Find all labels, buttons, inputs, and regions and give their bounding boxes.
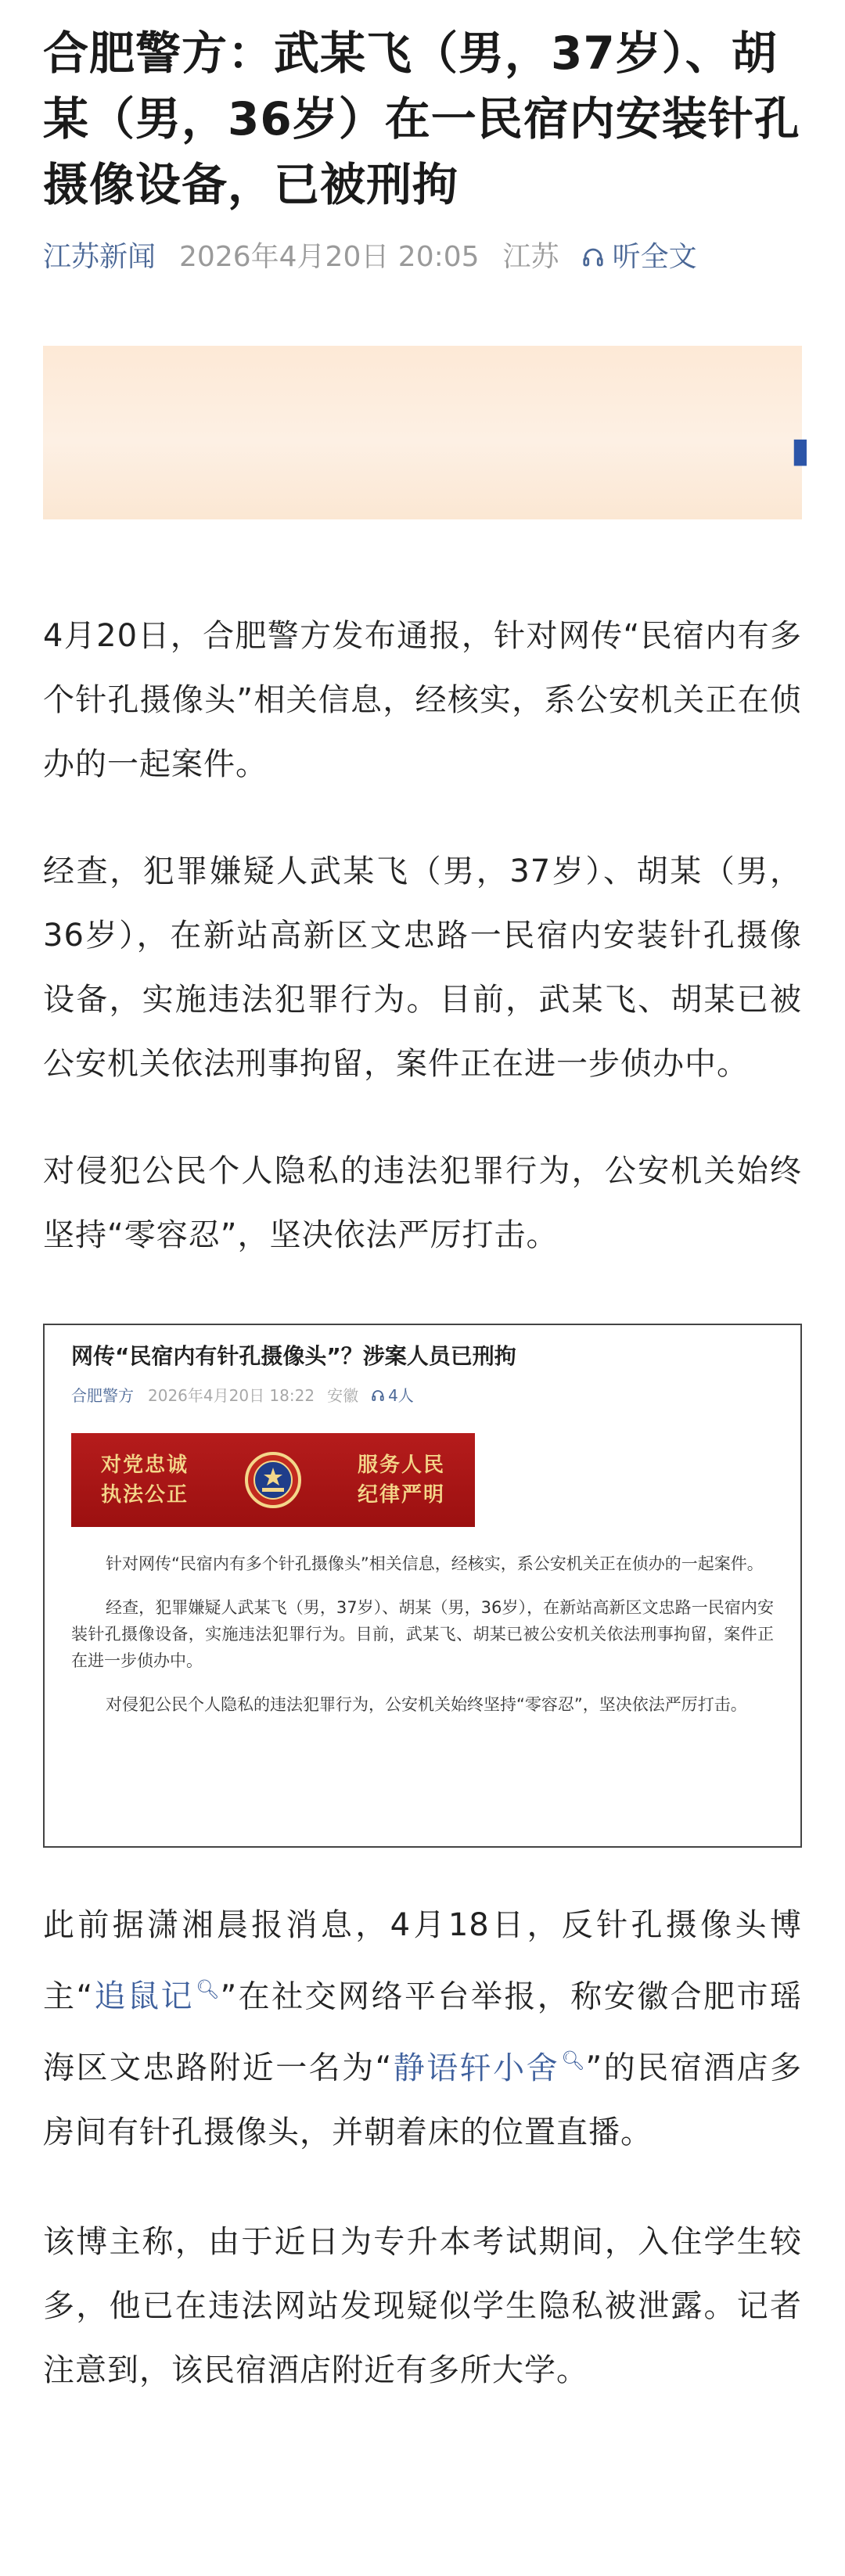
screenshot-paragraph-2: 经查，犯罪嫌疑人武某飞（男，37岁）、胡某（男，36岁），在新站高新区文忠路一民宿内安装针孔摄像设备，实施违法犯罪行为。目前，武某飞、胡某已被公安机关依法刑事拘留，案件正在进一步侦办中。 [71,1598,774,1670]
paragraph-3: 对侵犯公民个人隐私的违法犯罪行为，公安机关始终坚持“零容忍”，坚决依法严厉打击。 [43,1153,802,1253]
slogan-left [101,1450,189,1510]
paragraph-4-text-c: ”的民宿酒店多房间有针孔摄像头，并朝着床的位置直播。 [43,2050,802,2150]
homestay-search-link[interactable] [392,2050,585,2086]
paragraph-4-text-a: 此前据潇湘晨报消息，4月18日，反针孔摄像头博主“ [43,1907,802,2015]
screenshot-listeners [371,1385,414,1407]
paragraph-5: 该博主称，由于近日为专升本考试期间，入住学生较多，他已在违法网站发现疑似学生隐私被泄露。记者注意到，该民宿酒店附近有多所大学。 [43,2223,802,2388]
screenshot-region: 安徽 [327,1386,359,1405]
paragraph-4-text-b: ”在社交网络平台举报，称安徽合肥市瑶海区文忠路附近一名为“ [43,1978,802,2086]
screenshot-title: 网传“民宿内有针孔摄像头”？涉案人员已刑拘 [71,1343,516,1369]
search-icon: 🔍︎ [561,2050,586,2072]
screenshot-listeners-count: 4人 [388,1386,414,1405]
paragraph-4 [43,1893,802,2165]
paragraph-2: 经查，犯罪嫌疑人武某飞（男，37岁）、胡某（男，36岁），在新站高新区文忠路一民宿内安装针孔摄像设备，实施违法犯罪行为。目前，武某飞、胡某已被公安机关依法刑事拘留，案件正在进一步侦办中。 [43,853,802,1082]
listen-full-button[interactable] [581,238,697,277]
homestay-link-text: 静语轩小舍 [392,2050,560,2086]
article-region: 江苏 [502,241,559,273]
headphones-icon [581,246,605,269]
screenshot-source: 合肥警方 [71,1386,134,1405]
screenshot-paragraph-3: 对侵犯公民个人隐私的违法犯罪行为，公安机关始终坚持“零容忍”，坚决依法严厉打击。 [106,1695,747,1714]
search-icon: 🔍︎ [196,1978,221,2000]
blogger-search-link[interactable] [93,1978,220,2014]
article-meta [43,238,802,277]
banner-edge-mark: ▮ [790,430,810,470]
slogan-left-line-2: 执法公正 [101,1483,189,1507]
screenshot-datetime: 2026年4月20日 18:22 [148,1386,315,1405]
slogan-right-line-2: 纪律严明 [357,1483,445,1507]
slogan-right [358,1450,445,1510]
article-source-link[interactable]: 江苏新闻 [43,241,156,273]
police-slogan-banner [71,1433,475,1527]
paragraph-1: 4月20日，合肥警方发布通报，针对网传“民宿内有多个针孔摄像头”相关信息，经核实，系公安机关正在侦办的一起案件。 [43,618,802,782]
listen-full-label: 听全文 [612,241,697,273]
police-emblem-icon [243,1450,303,1510]
screenshot-meta [71,1385,774,1407]
slogan-right-line-1: 服务人民 [357,1453,445,1477]
slogan-left-line-1: 对党忠诚 [101,1453,189,1477]
article-datetime: 2026年4月20日 20:05 [179,241,480,273]
blogger-link-text: 追鼠记 [93,1978,195,2015]
headphones-icon [371,1389,385,1403]
ad-banner[interactable] [43,346,810,519]
screenshot-paragraph-1: 针对网传“民宿内有多个针孔摄像头”相关信息，经核实，系公安机关正在侦办的一起案件。 [106,1554,764,1573]
embedded-screenshot[interactable] [43,1324,802,1848]
article-headline: 合肥警方：武某飞（男，37岁）、胡某（男，36岁）在一民宿内安装针孔摄像设备，已被刑拘 [43,27,800,211]
